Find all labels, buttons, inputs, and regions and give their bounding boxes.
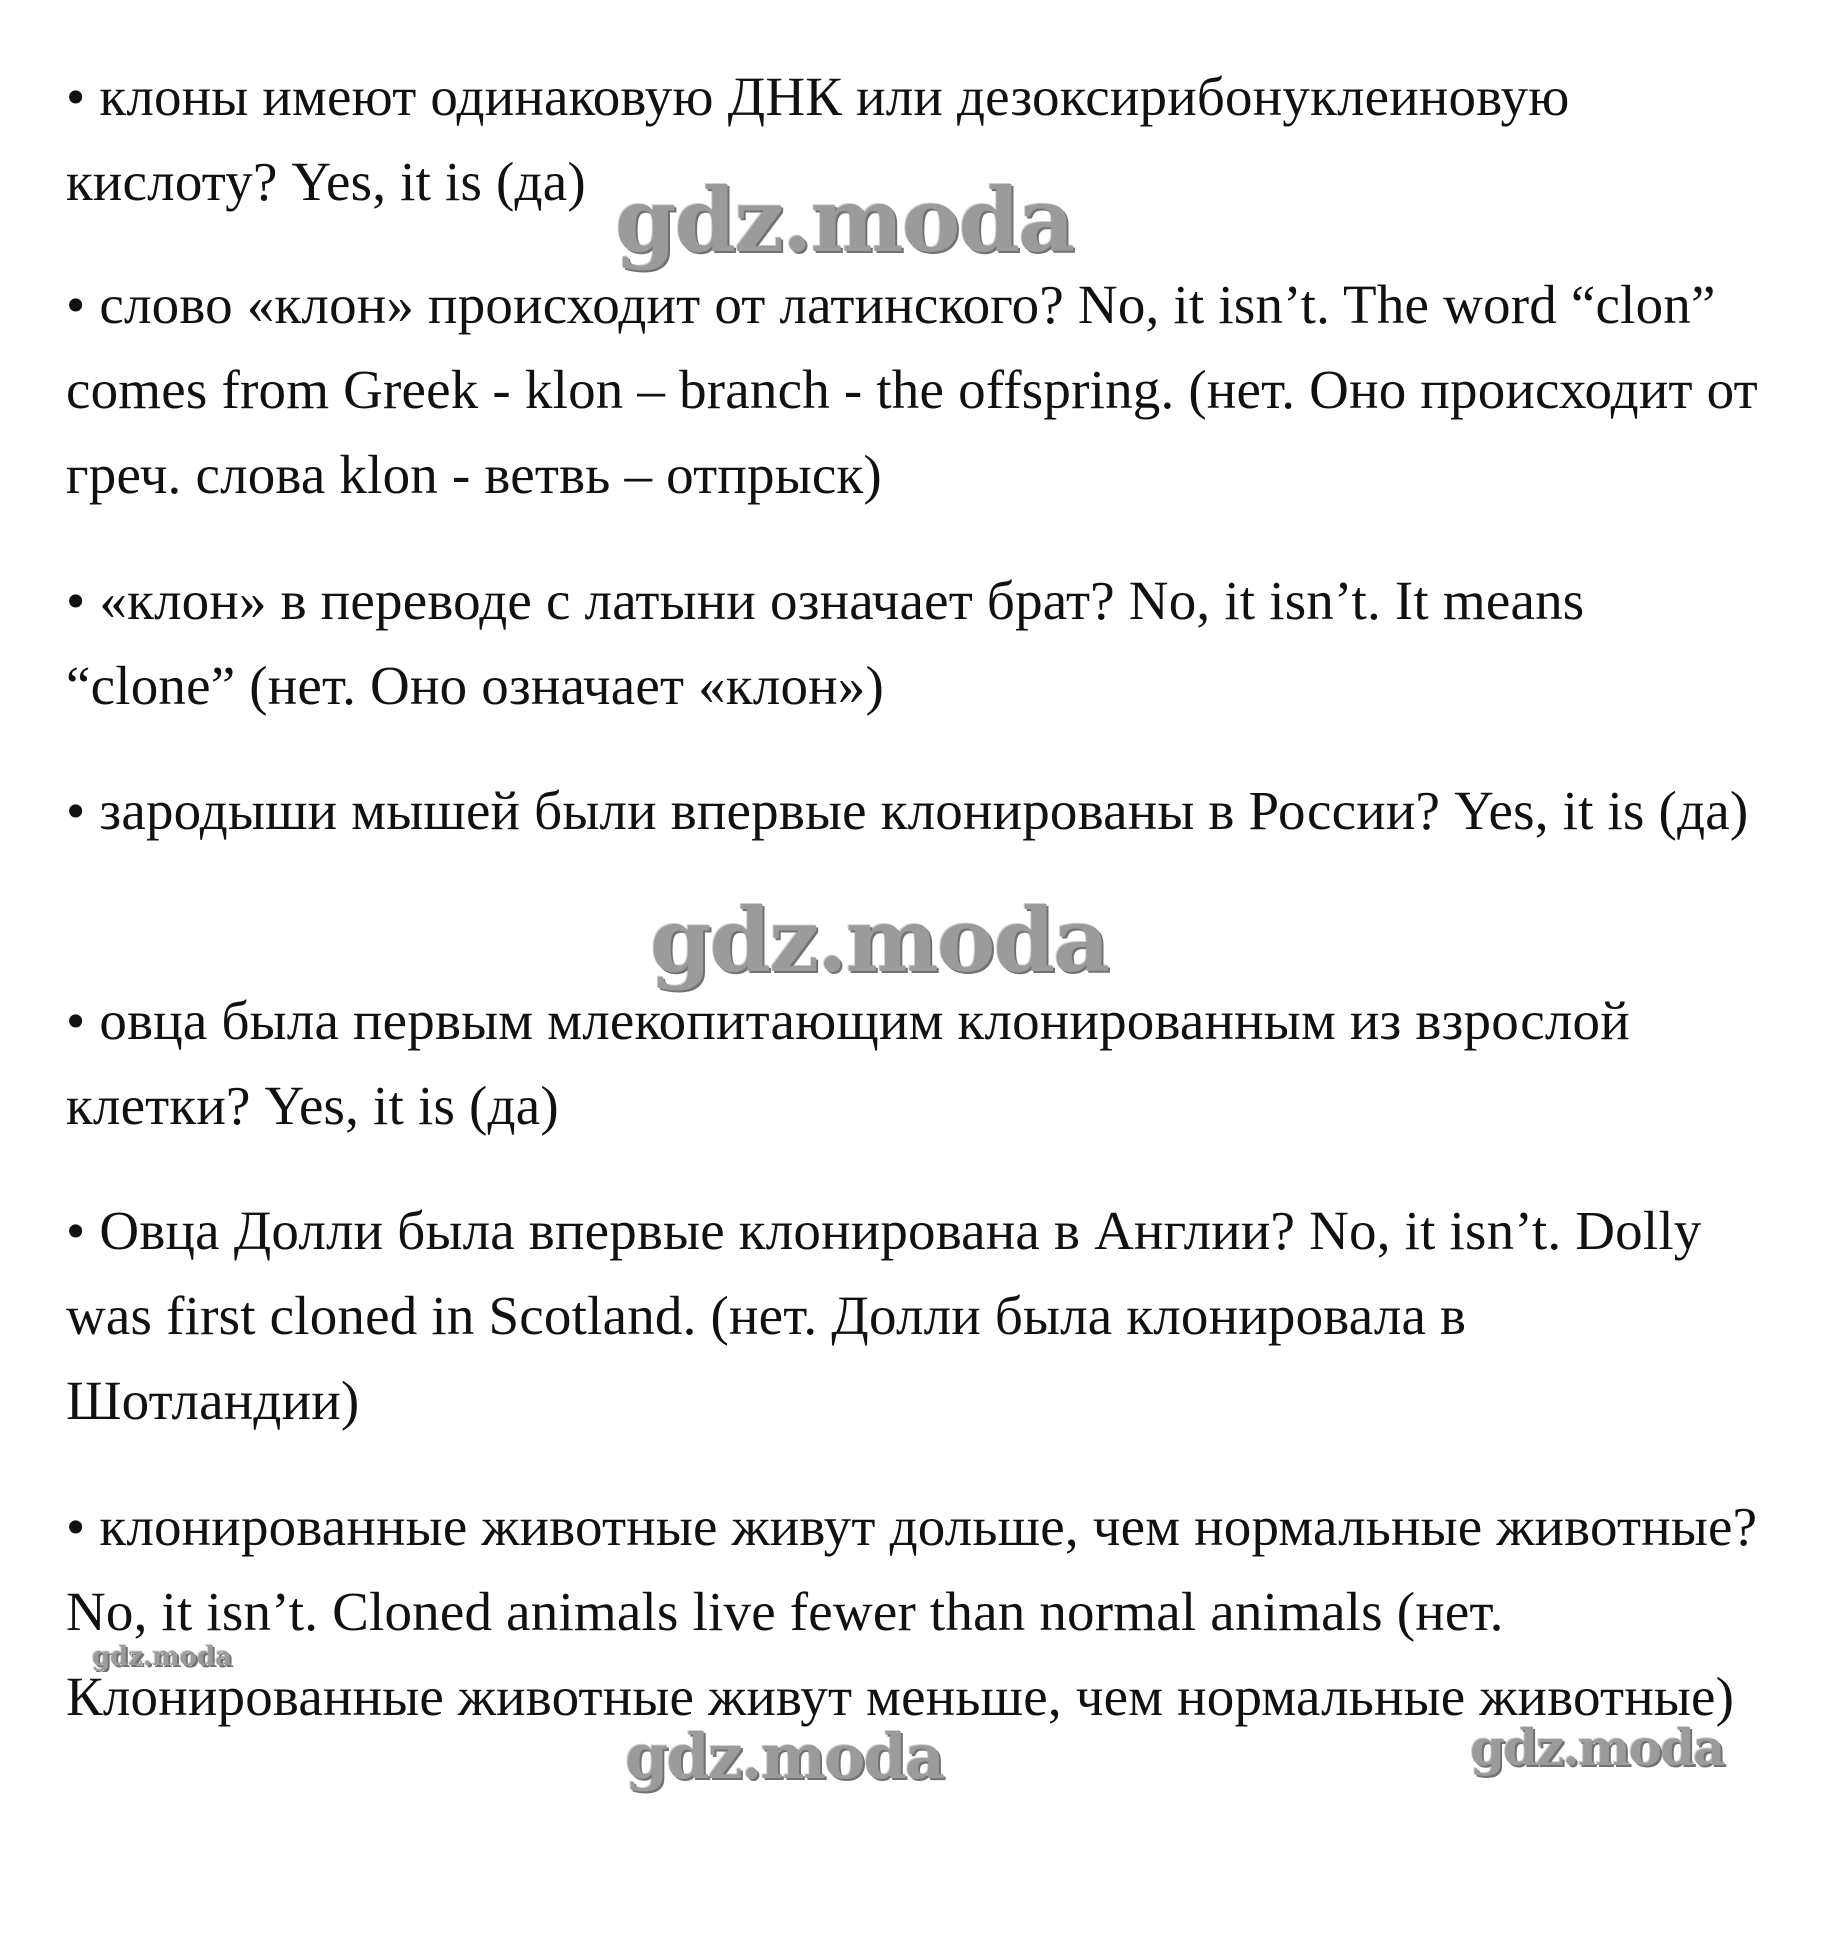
- paragraph-4: • зародыши мышей были впервые клонированы в России? Yes, it is (да): [66, 780, 1749, 841]
- watermark-logo-2: gdz.moda: [650, 888, 1109, 992]
- watermark-logo-4: gdz.moda: [1470, 1718, 1724, 1777]
- watermark-logo-3: gdz.moda: [625, 1720, 943, 1793]
- paragraph-5: • овца была первым млекопитающим клонированным из взрослой клетки? Yes, it is (да): [66, 990, 1630, 1136]
- paragraph-6: • Овца Долли была впервые клонирована в Англии? No, it isn’t. Dolly was first cloned in Scotland. (нет. Долли была клонировала в Шотландии): [66, 1200, 1702, 1431]
- paragraph-2: • слово «клон» происходит от латинского? No, it isn’t. The word “clon” comes from Greek - klon – branch - the offspring. (нет. Оно происходит от греч. слова klon - ветвь – отпрыск): [66, 274, 1758, 505]
- paragraph-1: • клоны имеют одинаковую ДНК или дезоксирибонуклеиновую кислоту? Yes, it is (да): [66, 66, 1570, 212]
- watermark-logo-small: gdz.moda: [92, 1642, 233, 1672]
- paragraph-3: • «клон» в переводе с латыни означает брат? No, it isn’t. It means “clone” (нет. Оно означает «клон»): [66, 570, 1585, 716]
- watermark-logo-1: gdz.moda: [615, 168, 1074, 272]
- paragraph-7: • клонированные животные живут дольше, чем нормальные животные? No, it isn’t. Cloned animals live fewer than normal animals (нет. Клонированные животные живут меньше, чем нормальные животные): [66, 1496, 1758, 1727]
